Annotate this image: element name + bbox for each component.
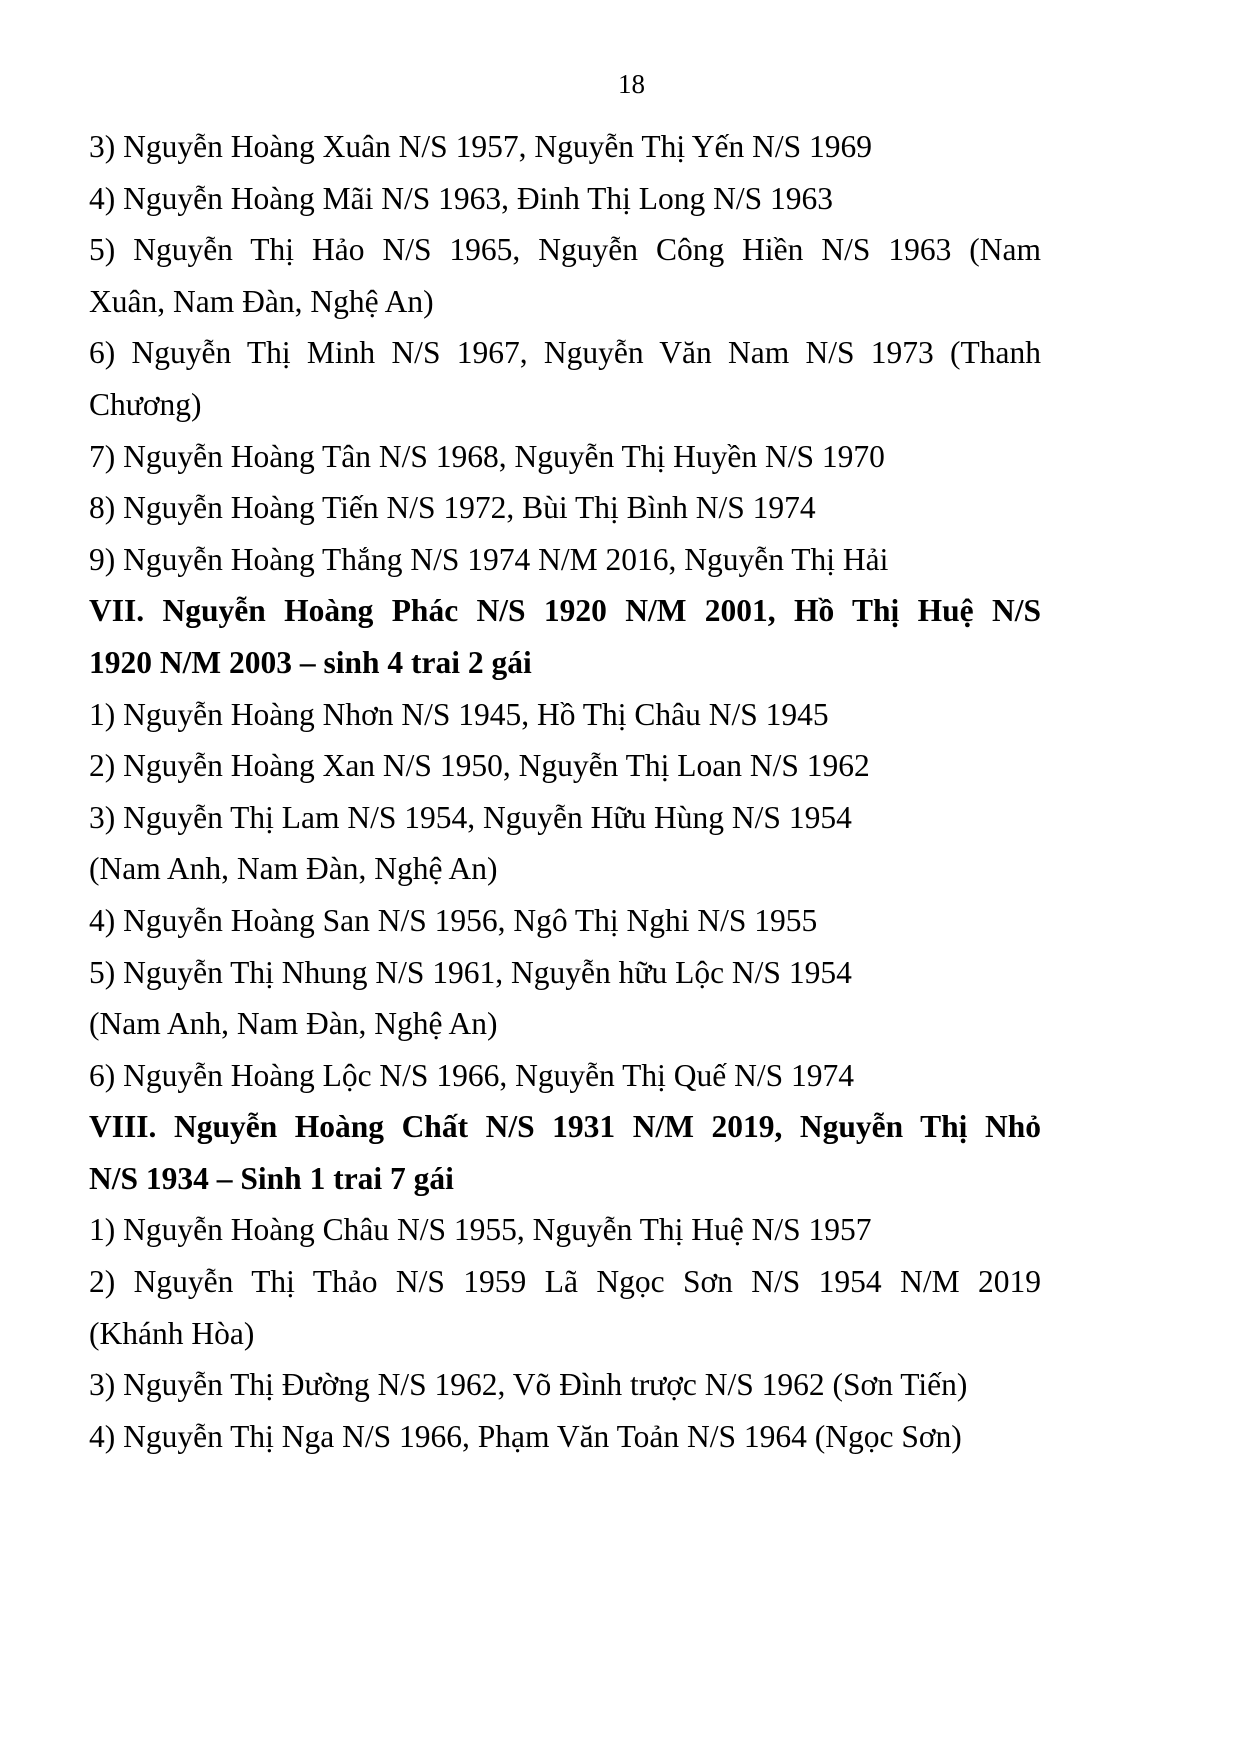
entry-line-continuation: Xuân, Nam Đàn, Nghệ An): [89, 283, 434, 319]
entry-line-continuation: Chương): [89, 386, 202, 422]
document-body: [89, 121, 1041, 1462]
entry-line: 2) Nguyễn Thị Thảo N/S 1959 Lã Ngọc Sơn N/S 1954 N/M 2019: [89, 1264, 1041, 1300]
entry-line-continuation: (Nam Anh, Nam Đàn, Nghệ An): [89, 851, 498, 887]
entry-line: 4) Nguyễn Thị Nga N/S 1966, Phạm Văn Toản N/S 1964 (Ngọc Sơn): [89, 1418, 962, 1454]
entry-line: 2) Nguyễn Hoàng Xan N/S 1950, Nguyễn Thị Loan N/S 1962: [89, 748, 870, 784]
section-heading-continuation: 1920 N/M 2003 – sinh 4 trai 2 gái: [89, 644, 532, 680]
entry-line: 6) Nguyễn Thị Minh N/S 1967, Nguyễn Văn Nam N/S 1973 (Thanh: [89, 335, 1041, 371]
entry-line: 4) Nguyễn Hoàng Mãi N/S 1963, Đinh Thị Long N/S 1963: [89, 180, 834, 216]
section-heading-continuation: N/S 1934 – Sinh 1 trai 7 gái: [89, 1160, 454, 1196]
section-heading: VII. Nguyễn Hoàng Phác N/S 1920 N/M 2001, Hồ Thị Huệ N/S: [89, 593, 1041, 629]
entry-line: 1) Nguyễn Hoàng Châu N/S 1955, Nguyễn Thị Huệ N/S 1957: [89, 1212, 872, 1248]
entry-line: 6) Nguyễn Hoàng Lộc N/S 1966, Nguyễn Thị Quế N/S 1974: [89, 1057, 854, 1093]
entry-line: 8) Nguyễn Hoàng Tiến N/S 1972, Bùi Thị Bình N/S 1974: [89, 490, 816, 526]
entry-line: 3) Nguyễn Thị Lam N/S 1954, Nguyễn Hữu Hùng N/S 1954: [89, 799, 852, 835]
entry-line: 5) Nguyễn Thị Hảo N/S 1965, Nguyễn Công Hiền N/S 1963 (Nam: [89, 232, 1041, 268]
section-heading: VIII. Nguyễn Hoàng Chất N/S 1931 N/M 2019, Nguyễn Thị Nhỏ: [89, 1109, 1041, 1145]
entry-line-continuation: (Khánh Hòa): [89, 1315, 255, 1351]
entry-line-continuation: (Nam Anh, Nam Đàn, Nghệ An): [89, 1006, 498, 1042]
entry-line: 4) Nguyễn Hoàng San N/S 1956, Ngô Thị Nghi N/S 1955: [89, 902, 818, 938]
entry-line: 7) Nguyễn Hoàng Tân N/S 1968, Nguyễn Thị Huyền N/S 1970: [89, 438, 885, 474]
entry-line: 5) Nguyễn Thị Nhung N/S 1961, Nguyễn hữu Lộc N/S 1954: [89, 954, 852, 990]
entry-line: 1) Nguyễn Hoàng Nhơn N/S 1945, Hồ Thị Châu N/S 1945: [89, 696, 829, 732]
entry-line: 9) Nguyễn Hoàng Thắng N/S 1974 N/M 2016, Nguyễn Thị Hải: [89, 541, 889, 577]
page-number: 18: [618, 69, 645, 99]
entry-line: 3) Nguyễn Hoàng Xuân N/S 1957, Nguyễn Thị Yến N/S 1969: [89, 129, 873, 164]
entry-line: 3) Nguyễn Thị Đường N/S 1962, Võ Đình trược N/S 1962 (Sơn Tiến): [89, 1367, 968, 1403]
